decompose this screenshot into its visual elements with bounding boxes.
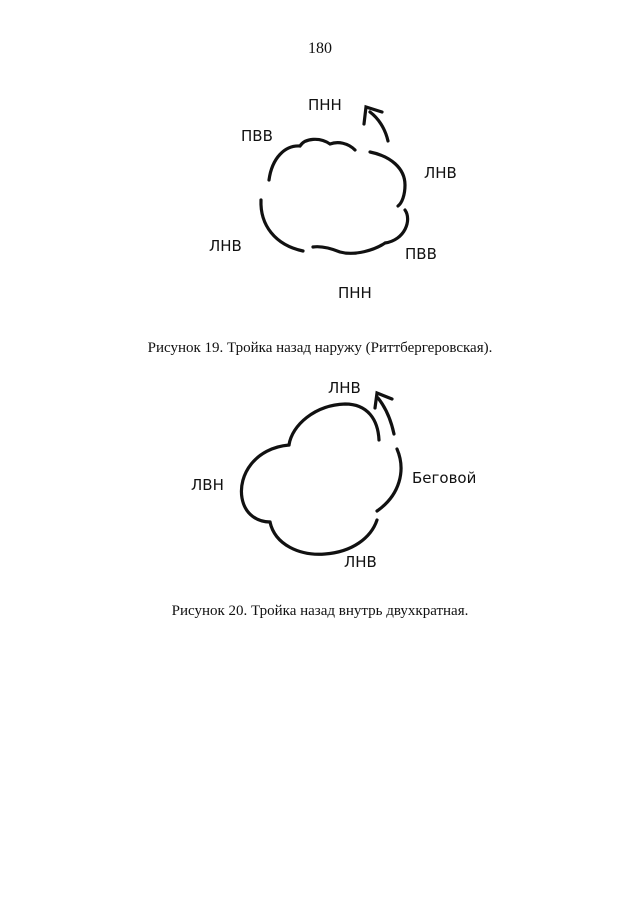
fig19-trace-arrow-stem: [370, 112, 388, 141]
fig20-label-right: Беговой: [412, 469, 477, 487]
fig19-trace-lower-right: [313, 210, 408, 253]
fig19-trace-lower-left: [261, 200, 303, 251]
fig19-trace-right: [370, 152, 405, 206]
fig19-label-lower-right: ПВВ: [405, 245, 437, 263]
fig20-label-bottom: ЛНВ: [344, 553, 377, 571]
fig20-trace-lower: [270, 520, 377, 554]
figure-20-diagram: [0, 375, 640, 585]
fig19-label-right: ЛНВ: [424, 164, 457, 182]
figure-19-diagram: [0, 85, 640, 315]
fig19-label-bottom: ПНН: [338, 284, 372, 302]
fig19-label-upper-left: ПВВ: [241, 127, 273, 145]
figure-20-caption: Рисунок 20. Тройка назад внутрь двухкратная.: [171, 603, 469, 619]
fig19-trace-upper-left: [269, 139, 355, 180]
fig19-label-left: ЛНВ: [209, 237, 242, 255]
fig20-label-top: ЛНВ: [328, 379, 361, 397]
fig20-trace-right: [377, 449, 401, 511]
fig20-trace-arrow-stem: [378, 398, 394, 434]
fig20-label-left: ЛВН: [191, 476, 224, 494]
page-number: 180: [308, 40, 332, 57]
fig20-trace-upper: [289, 404, 379, 445]
fig19-label-top: ПНН: [308, 96, 342, 114]
fig20-trace-left: [241, 445, 289, 522]
figure-19-caption: Рисунок 19. Тройка назад наружу (Риттбергеровская).: [147, 340, 493, 356]
